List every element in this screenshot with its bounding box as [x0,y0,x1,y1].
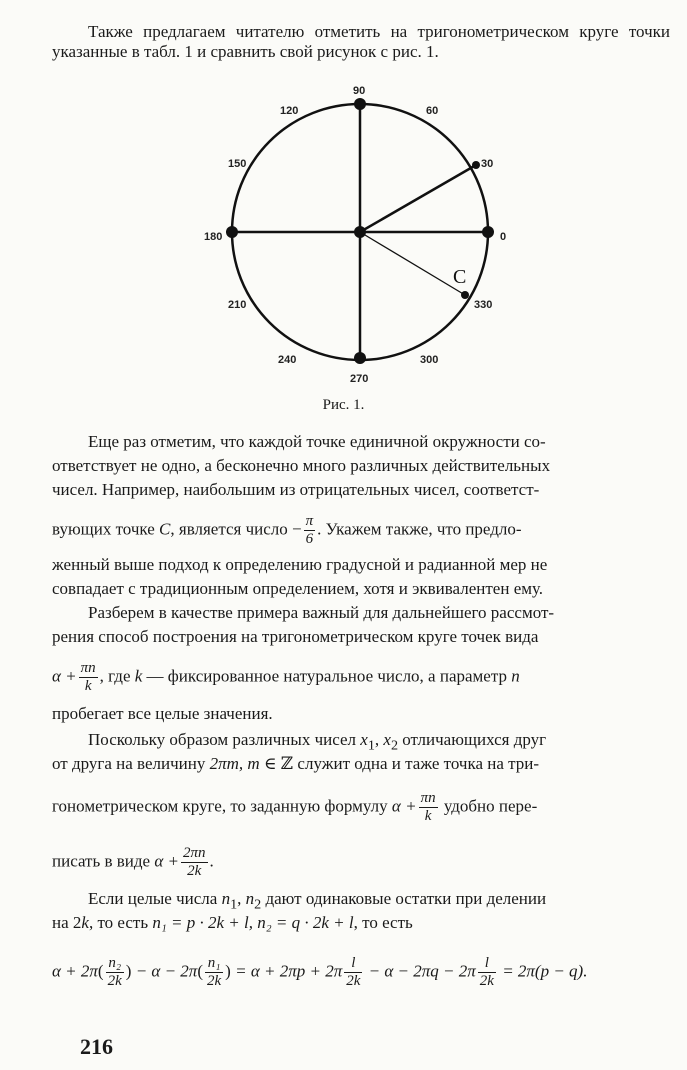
p1-line-5: женный выше подход к определению градусной и радианной мер не [52,555,548,574]
intro-paragraph: Также предлагаем читателю отметить на тригонометрическом круге точки указанные в табл. 1 и сравнить свой рисунок с рис. 1. [52,22,670,61]
tick-label-150: 150 [228,158,247,170]
point-c-label: C [453,266,467,288]
point-30 [472,161,480,169]
n2-over-2k: $\frac{\text{n₂}}{2k}$ [107,955,122,989]
p3-line-3: гонометрическом круге, то заданную формулу α + $\frac{\pi n}{k}$ удобно пере- [52,790,538,824]
tick-label-210: 210 [228,299,247,311]
p3-line-2: от друга на величину 2πm, m ∈ ℤ служит одна и таже точка на три- [52,754,540,773]
p1-line-2: ответствует не одно, а бесконечно много различных действительных [52,456,551,475]
p4-line-2: на 2k, то есть n₁ = p · 2k + l, n₂ = q · 2k + l, то есть [52,913,413,932]
pi-n-over-k: $\frac{\pi n}{k}$ [80,660,96,694]
page-number: 216 [80,1034,113,1059]
figure-caption: Рис. 1. [322,397,365,413]
p1-line-6: совпадает с традиционным определением, хотя и эквивалентен ему. [52,579,544,598]
p2-line-2: рения способ построения на тригонометрическом круге точек вида [52,627,539,646]
point-90 [354,98,366,110]
p1-line-3: чисел. Например, наибольшим из отрицательных чисел, соответст- [52,480,540,499]
tick-label-0: 0 [500,231,507,243]
tick-label-90: 90 [353,85,366,97]
point-270 [354,352,366,364]
radius-330 [360,232,465,295]
radius-30 [360,165,476,232]
p2-line-1: Разберем в качестве примера важный для дальнейшего рассмот- [88,603,555,622]
unit-circle-figure [0,0,687,400]
p3-line-4: писать в виде α + $\frac{2\pi n}{2k}$ . [52,845,214,879]
tick-label-30: 30 [481,158,494,170]
minus-pi-over-6: $\frac{\pi}{6}$ [305,513,314,547]
point-0 [482,226,494,238]
n1-over-2k: $\frac{\text{n₁}}{2k}$ [207,955,222,989]
l-over-2k-2: $\frac{l}{2k}$ [479,955,494,989]
p1-line-1: Еще раз отметим, что каждой точке единичной окружности со- [88,432,546,451]
tick-label-60: 60 [426,105,439,117]
p4-line-1: Если целые числа $n_1$, $n_2$ дают одинаковые остатки при делении [88,889,547,913]
p2-line-3: α + $\frac{\pi n}{k}$ , где k — фиксированное натуральное число, а параметр n [52,660,520,694]
tick-label-120: 120 [280,105,299,117]
tick-label-330: 330 [474,299,493,311]
tick-label-270: 270 [350,373,369,385]
p2-line-4: пробегает все целые значения. [52,704,273,723]
tick-label-240: 240 [278,354,297,366]
p1-line-4: вующих точке C, является число − $\frac{\pi}{6}$ . Укажем также, что предло- [52,513,522,547]
point-180 [226,226,238,238]
pi-n-over-k-2: $\frac{\pi n}{k}$ [420,790,436,824]
tick-label-300: 300 [420,354,439,366]
display-formula: α + 2π( $\frac{\text{n₂}}{2k}$ ) − α − 2π( $\frac{\text{n₁}}{2k}$ ) = α + 2πp + 2π $\frac{l}{2k}$ − α − 2πq − 2π $\frac{l}{2k}$ = 2π(p − q). [52,955,588,989]
l-over-2k-1: $\frac{l}{2k}$ [346,955,361,989]
tick-label-180: 180 [204,231,223,243]
two-pi-n-over-two-k: $\frac{2\pi n}{2k}$ [183,845,206,879]
p3-line-1: Поскольку образом различных чисел $x_1$, $x_2$ отличающихся друг [88,730,547,754]
point-c [461,291,469,299]
center-point [354,226,366,238]
